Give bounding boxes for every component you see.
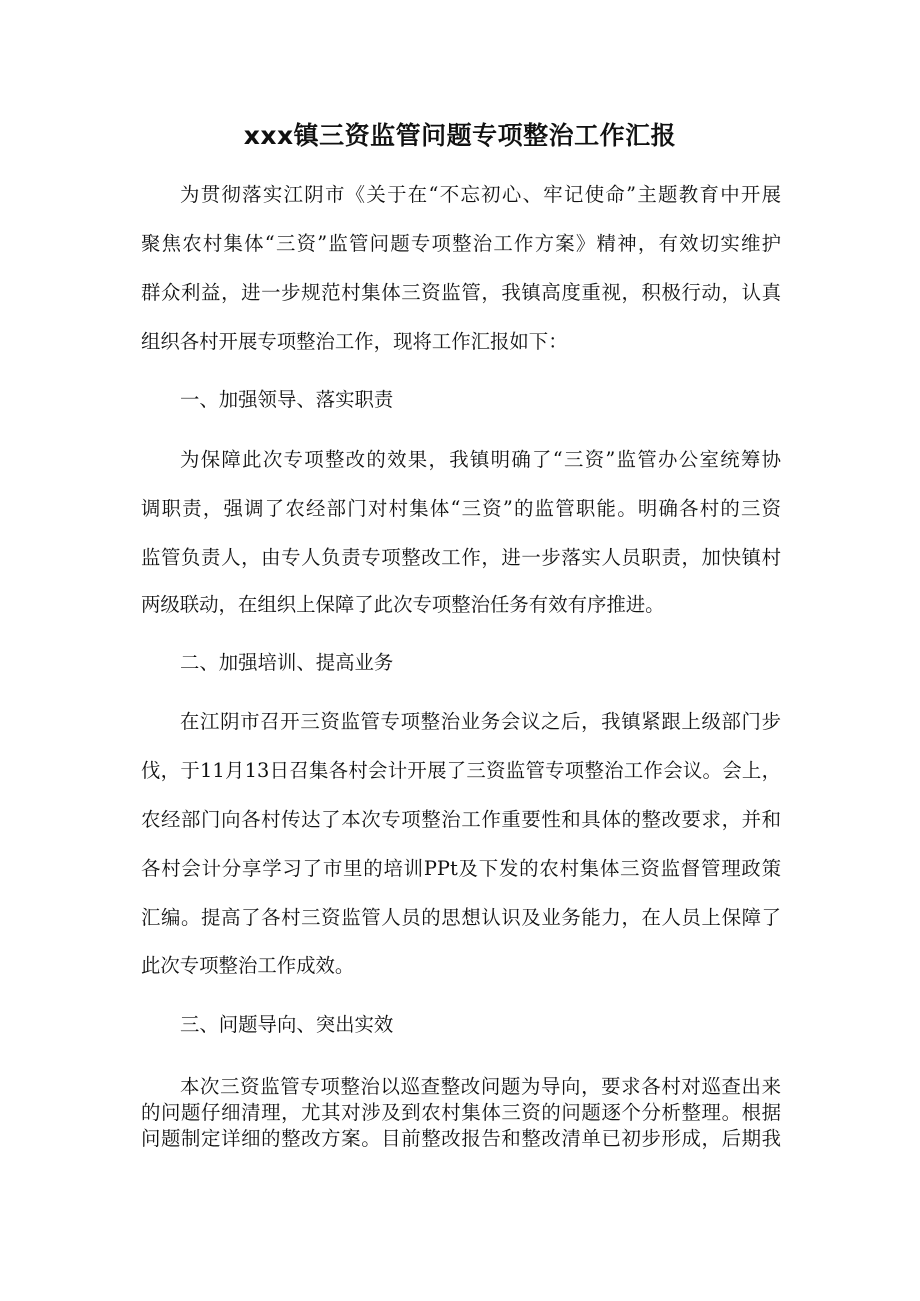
intro-line-4: 组织各村开展专项整治工作，现将工作汇报如下： (141, 330, 568, 353)
section-2-line-3: 农经部门向各村传达了本次专项整治工作重要性和具体的整改要求，并和 (141, 808, 781, 831)
section-3-line-2: 的问题仔细清理，尤其对涉及到农村集体三资的问题逐个分析整理。根据 (141, 1101, 781, 1124)
section-2-line-5: 汇编。提高了各村三资监管人员的思想认识及业务能力，在人员上保障了 (141, 906, 781, 929)
intro-line-1: 为贯彻落实江阴市《关于在“不忘初心、牢记使命”主题教育中开展 (180, 183, 781, 206)
section-1-line-2: 调职责，强调了农经部门对村集体“三资”的监管职能。明确各村的三资 (141, 497, 781, 520)
section-1-line-4: 两级联动，在组织上保障了此次专项整治任务有效有序推进。 (141, 593, 665, 616)
intro-line-2: 聚焦农村集体“三资”监管问题专项整治工作方案》精神，有效切实维护 (141, 232, 781, 255)
section-2-line-6: 此次专项整治工作成效。 (141, 954, 355, 977)
section-2-heading: 二、加强培训、提高业务 (180, 651, 394, 674)
section-1-line-3: 监管负责人，由专人负责专项整改工作，进一步落实人员职责，加快镇村 (141, 546, 781, 569)
section-3-heading: 三、问题导向、突出实效 (180, 1013, 394, 1036)
section-1-heading: 一、加强领导、落实职责 (180, 388, 394, 411)
section-2-line-4: 各村会计分享学习了市里的培训PPt及下发的农村集体三资监督管理政策 (141, 857, 781, 880)
section-3-line-3: 问题制定详细的整改方案。目前整改报告和整改清单已初步形成，后期我 (141, 1127, 781, 1150)
section-2-line-2: 伐，于11月13日召集各村会计开展了三资监管专项整治工作会议。会上， (141, 759, 781, 782)
document-title: xxx镇三资监管问题专项整治工作汇报 (243, 121, 677, 150)
section-2-line-1: 在江阴市召开三资监管专项整治业务会议之后，我镇紧跟上级部门步 (180, 710, 781, 733)
intro-line-3: 群众利益，进一步规范村集体三资监管，我镇高度重视，积极行动，认真 (141, 281, 781, 304)
section-3-line-1: 本次三资监管专项整治以巡查整改问题为导向，要求各村对巡查出来 (180, 1075, 781, 1098)
section-1-line-1: 为保障此次专项整改的效果，我镇明确了“三资”监管办公室统筹协 (180, 448, 781, 471)
